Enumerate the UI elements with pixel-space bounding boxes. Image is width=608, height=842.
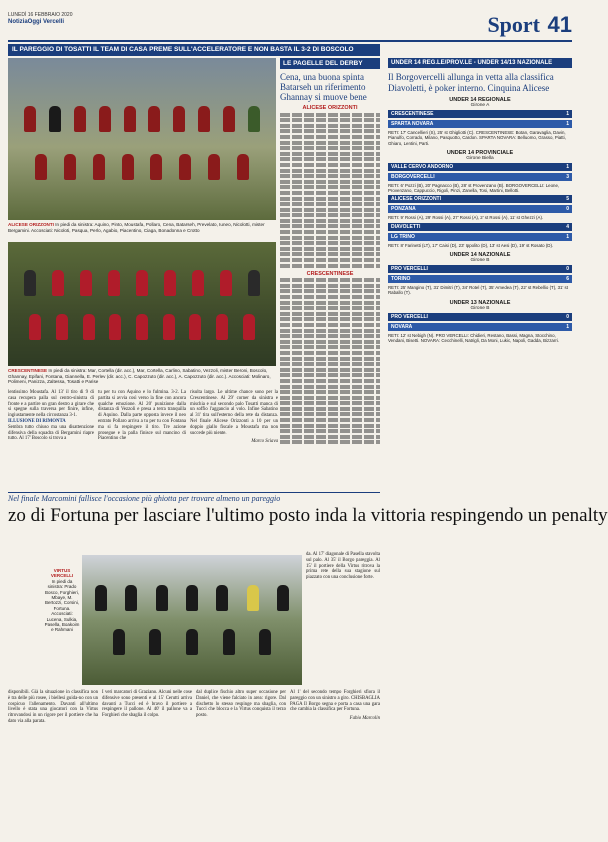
youth-results-sidebar xyxy=(388,60,572,343)
team-score: 0 xyxy=(566,266,569,273)
players-back-row xyxy=(24,270,260,296)
team-score-row xyxy=(388,233,572,241)
team-score: 1 xyxy=(566,163,569,170)
match-report: RETI: 25' Mangino (T), 31' Dimitri (T), 34' Rotel (T), 35' Amedea (T), 22' st Rebellio (T), 31' st Raballo (T). xyxy=(388,285,568,296)
team-name: SPARTA NOVARA xyxy=(391,121,434,127)
article-column-2 xyxy=(98,390,186,442)
article-paragraph: dal duplice fischio altro super occasione per Daniel, che viene falciato in area: rigore. Dal dischetto lo stesso respinge ma sbaglia, con Tucci che blocca e la Virtus conquista il terzo posto. xyxy=(196,690,286,719)
team-name: NOVARA xyxy=(391,323,413,330)
ratings-text-block xyxy=(280,278,380,444)
caption-team-name: ALICESE ORIZZONTI xyxy=(8,222,54,227)
article-column-1 xyxy=(8,390,94,442)
team-score-row xyxy=(388,110,572,118)
team-score-row xyxy=(388,205,572,213)
team-score: 0 xyxy=(566,206,569,213)
article-column-3 xyxy=(190,390,278,444)
match-report: RETI: 6' Pozzi (B), 20' Pagnacco (B), 28' st Provenzano (B). BORGOVERCELLI: Leone, Provenzano, Cappuccio, Rigoli, Pinzi, Zanella, Tosi, Martini, Bellotti. xyxy=(388,182,560,194)
team-score: 3 xyxy=(566,173,569,180)
team-photo-virtus xyxy=(82,555,302,685)
result-block xyxy=(388,300,572,344)
article-column xyxy=(8,690,98,830)
team-score: 1 xyxy=(566,323,569,330)
caption-text: In piedi da sinistra: Aquino, Pinto, Moustafa, Pollaro, Cena, Batarseh, Prevelato, Iuneo, Nicolotti, mister Bergamini. Accosciati: Nicoloti, Pasqua, Perlo, Agabio, Piacentino, Ciaga, Bonadonna e Crotto xyxy=(8,222,265,233)
team-name: PRO VERCELLI xyxy=(391,266,428,273)
league-group: Girone B xyxy=(470,258,490,264)
ratings-title: Cena, una buona spinta Batarseh un riferimento Ghannay si muove bene xyxy=(280,72,367,102)
league-group: Girone B xyxy=(470,305,490,311)
article-paragraph: risulta largo. Le ultime chance sono per la Crescentinese. Al 29' corner da sinistra e mischia e sul secondo palo Tosatti manca di un soffio l'aggancio al volo. Infine Sabatino al 31' tira sull'esterno della rete da distanza. Nel finale Alicese Orizzonti a 10 per un doppio giallo fiscale a Moustafa ma non succede più niente. xyxy=(190,390,278,436)
team-name: PRO VERCELLI xyxy=(391,313,428,320)
article-subhead: ILLUSIONE DI RIMONTA xyxy=(8,418,66,424)
match-report: RETI: 12' st Nebigh (N). PRO VERCELLI: Chidieri, Restano, Bassi, Magna, Stocchino, Vendani, Bisetti. NOVARA: Cecchinelli, Natrigli, Da Moni, Lukic, Napoli, Gadda, Bizzarri. xyxy=(388,332,559,343)
ratings-box xyxy=(280,58,380,490)
team-photo-crescentinese xyxy=(8,242,276,366)
players-front-row xyxy=(113,629,271,655)
match-report: RETI: 9' Rossi (A), 29' Rossi (A), 27' Rossi (A), 2' st Rossi (A), 11' st Ghezzi (A). xyxy=(388,215,544,221)
article-paragraph: lentissimo Moustafa. Al 13' il tiro di 9 di casa recupera palla sul centro-sinistra di fronte e a partire un gran destro a girare che si spegne sulla traversa per finire, infine, ingiustamente nella circostanza 3-1. xyxy=(8,390,94,419)
result-block xyxy=(388,252,572,296)
article-column xyxy=(290,690,380,830)
ratings-team-crescentinese: CRESCENTINESE xyxy=(306,270,354,277)
result-block xyxy=(388,195,572,220)
ratings-team-alicese: ALICESE ORIZZONTI xyxy=(302,105,358,111)
page-number: 41 xyxy=(547,12,572,37)
team-name: ALICESE ORIZZONTI xyxy=(391,196,441,203)
photo-caption-virtus xyxy=(44,568,80,633)
results-list xyxy=(388,97,572,343)
article-paragraph: tu per tu con Aquino e lo fulmina. 3-2. La partita si avvia così verso la fine con ancora qualche emozione. Al 20' punizione dalla distanza di Vezzoli e presa a terra tranquilla di Aquino. Dalla parte opposta invece il neo entrato Pollaro arriva a tu per tu con Fontana ma si fa respingere il tiro. Tre azione prosegue e la palla finisce sul mancino di Piacentino che xyxy=(98,390,186,442)
team-score: 0 xyxy=(566,313,569,320)
league-group: Girone A xyxy=(470,103,490,108)
match-report: RETI: 17' Cancellieri (S), 25' st Ghigliotti (C). CRESCENTINESE: Botan, Garavaglia, Davin, Pianulfo, Corrado, Milano, Pasquotto, Cardon. SPARTA NOVARA: Belluomo, Grasso, Piatti, Ghiaro, Lentini, Parti. xyxy=(388,130,566,146)
story2-right-column xyxy=(306,552,380,581)
team-score-row xyxy=(388,323,572,331)
story-banner: IL PAREGGIO DI TOSATTI IL TEAM DI CASA PREME SULL'ACCELERATORE E NON BASTA IL 3-2 DI BOSCOLO xyxy=(8,44,380,56)
article-paragraph: disponibili. Già la situazione in classifica non è tra delle più rosee, i biellesi guida-no con un cospicuo l'allenamento. Davanti all'ultimo livello è stata una giocatori con la Virtus ritrovandosi in un rigore per il portiere che ha dato via alla parata. xyxy=(8,690,98,724)
story2-headline: zo di Fortuna per lasciare l'ultimo posto inda la vittoria respingendo un penalty xyxy=(8,505,608,526)
team-score: 5 xyxy=(566,196,569,203)
caption-text: In piedi da sinistra: Mar, Cortella (dir. acc.), Mar, Cortella, Carlino, Sabatino, Vezzoli, mister Beroni, Boscolo, Ghannay, Epifani, Fontana, Giannella, E. Perlev (dir. acc.), C. Capozzuto (dir. acc.), A. Capozzuto (dir. acc.). Accosciati: Molinaro, Polimeni, Panizza, Zaltessa, Tosatti e Parise xyxy=(8,368,271,385)
team-score: 1 xyxy=(566,121,569,127)
author-signature: Fabio Marcolin xyxy=(349,716,380,722)
team-name: DIAVOLETTI xyxy=(391,223,421,230)
team-name: PONZANA xyxy=(391,206,416,213)
team-photo-alicese xyxy=(8,58,276,220)
league-name: UNDER 14 PROVINCIALE xyxy=(446,149,514,156)
match-report: RETI: 8' Farinetti (LT), 17' Caisi (D), 23' Ippolito (D), 13' st Aesi (D), 19' st Rosato (D). xyxy=(388,242,554,248)
result-block xyxy=(388,150,572,194)
masthead xyxy=(8,8,572,42)
article-paragraph: da. Al 17' diagonale di Pasella stavolta sul palo. Al 35' il Borgo pareggia. Al 15' il portiere della Virtus ritrova la prima rete della sua stagione sul piazzato con una conclusione forte. xyxy=(306,552,381,581)
story2-columns xyxy=(8,690,380,830)
caption-team-name: VIRTUS VERCELLI xyxy=(50,568,74,579)
ratings-text-block xyxy=(280,113,380,268)
issue-date: LUNEDÌ 16 FEBBRAIO 2020 xyxy=(8,12,73,18)
league-group: Girone Biella xyxy=(466,155,494,161)
league-name: UNDER 13 NAZIONALE xyxy=(449,299,511,306)
team-score: 4 xyxy=(566,223,569,230)
team-score: 6 xyxy=(566,276,569,283)
team-score: 1 xyxy=(566,233,569,240)
team-name: VALLE CERVO ANDORNO xyxy=(391,163,454,170)
result-block xyxy=(388,97,572,146)
team-score-row xyxy=(388,313,572,321)
team-score-row xyxy=(388,195,572,203)
league-name: UNDER 14 NAZIONALE xyxy=(449,252,511,259)
team-score-row xyxy=(388,265,572,273)
article-column xyxy=(196,690,286,830)
team-score: 1 xyxy=(566,111,569,117)
league-name: UNDER 14 REGIONALE xyxy=(449,97,511,103)
sidebar-header: UNDER 14 REG.LE/PROV.LE - UNDER 14/13 NAZIONALE xyxy=(388,58,572,68)
team-name: LG TRINO xyxy=(391,233,415,240)
photo-caption-crescentinese xyxy=(8,368,276,385)
article-paragraph: I veri marcatori di Graziano. Alcuni nelle cose difensive sono presenti e al 15' Cerutti arriva davanti a Tucci ed è bravo il portiere a respingere il pallone. Al 40' il pallone va a Forghieri che sbaglia il colpo. xyxy=(102,690,192,719)
team-score-row xyxy=(388,173,572,181)
players-front-row xyxy=(35,154,249,180)
team-score-row xyxy=(388,163,572,171)
team-name: BORGOVERCELLI xyxy=(391,173,435,180)
story2-subhead: Nel finale Marcomini fallisce l'occasione più ghiotta per trovare almeno un pareggio xyxy=(8,492,380,503)
article-column xyxy=(102,690,192,830)
section-title: Sport xyxy=(487,12,540,37)
photo-caption-alicese xyxy=(8,222,276,233)
newspaper-name: NotiziaOggi Vercelli xyxy=(8,19,65,25)
article-paragraph: Sembra tutto chiuso ma una disattenzione difensiva della squadra di Bergamini riapre tutto. Al 17' Boscolo si trova a xyxy=(8,424,94,442)
article-paragraph: Al 1' del secondo tempo Forghieri sfiora il pareggio con un sinistro a giro. CHISBAGLIA PAGA Il Borgo segna e porta a casa una gara che cambia la classifica per Fortuna. xyxy=(290,690,380,713)
team-score-row xyxy=(388,275,572,283)
caption-team-name: CRESCENTINESE xyxy=(8,368,48,373)
sidebar-headline: Il Borgovercelli allunga in vetta alla classifica Diavoletti, è poker interno. Cinquina Alicese xyxy=(388,72,554,93)
team-name: TORINO xyxy=(391,276,411,283)
players-back-row xyxy=(24,106,260,132)
players-front-row xyxy=(29,314,254,340)
players-back-row xyxy=(95,585,289,611)
caption-text: In piedi da sinistra: Prado Bosco, Forghieri, Mbaye, M. Bertozzi, Corsini, Fortuna. Accosciati: Lucena, Sulkia, Pasella, Boakoim e Rahmani xyxy=(44,578,80,633)
ratings-kicker: LE PAGELLE DEL DERBY xyxy=(280,58,380,69)
team-name: CRESCENTINESE xyxy=(391,111,434,117)
result-block xyxy=(388,223,572,248)
team-score-row xyxy=(388,223,572,231)
author-signature: Marco Sciava xyxy=(251,439,278,445)
team-score-row xyxy=(388,120,572,128)
